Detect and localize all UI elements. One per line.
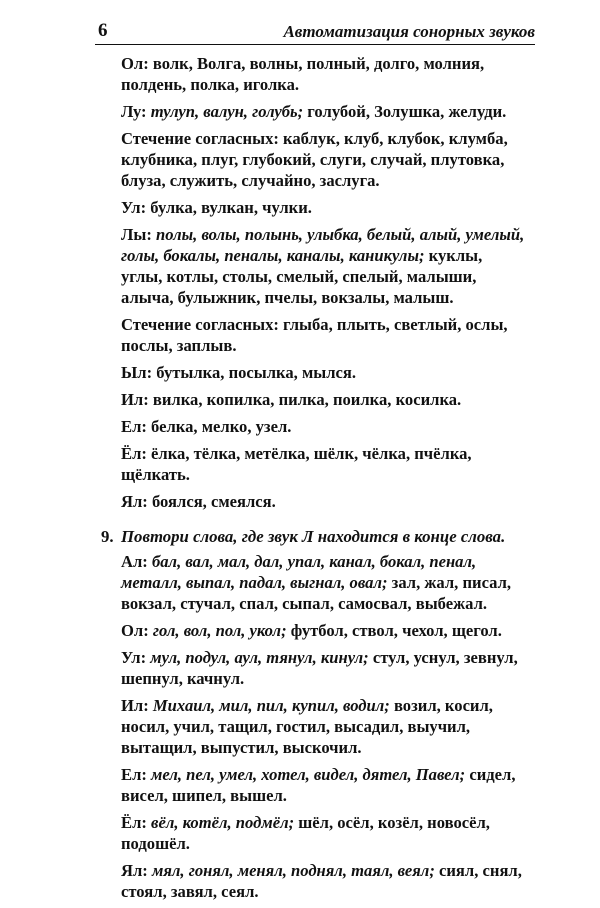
entry-words: вилка, копилка, пилка, поилка, косилка.	[148, 390, 462, 409]
entry-label: Стечение согласных:	[121, 315, 279, 334]
entry-label: Ёл:	[121, 444, 147, 463]
entry-label: Ел:	[121, 765, 147, 784]
word-entry	[121, 491, 527, 512]
page-content	[101, 53, 527, 908]
page-number: 6	[98, 20, 108, 41]
entry-words: белка, мелко, узел.	[146, 417, 292, 436]
exercise-number: 9.	[101, 527, 114, 546]
word-entry	[121, 53, 527, 95]
entry-words: боялся, смеялся.	[147, 492, 276, 511]
entry-italic-words: мял, гонял, менял, поднял, таял, веял;	[147, 861, 435, 880]
exercise-heading	[101, 526, 527, 547]
word-entry	[121, 551, 527, 614]
entry-label: Лы:	[121, 225, 152, 244]
entry-label: Ыл:	[121, 363, 153, 382]
entry-words: ёлка, тёлка, метёлка, шёлк, чёлка, пчёлка, щёлкать.	[121, 444, 472, 484]
entry-label: Ол:	[121, 54, 149, 73]
word-entry	[121, 695, 527, 758]
word-entry	[121, 128, 527, 191]
exercise-instruction: Повтори слова, где звук Л находится в конце слова.	[121, 527, 506, 546]
entry-label: Ал:	[121, 552, 148, 571]
word-entry	[121, 224, 527, 308]
entry-label: Ол:	[121, 621, 149, 640]
entry-words: сиял, снял, стоял, завял, сеял.	[121, 861, 522, 901]
entry-label: Ел:	[121, 417, 147, 436]
entry-words: шёл, осёл, козёл, новосёл, подошёл.	[121, 813, 490, 853]
entry-italic-words: гол, вол, пол, укол;	[148, 621, 287, 640]
exercise-word-list	[121, 551, 527, 902]
entry-words: бутылка, посылка, мылся.	[152, 363, 357, 382]
entry-italic-words: тулуп, валун, голубь;	[146, 102, 304, 121]
entry-label: Ул:	[121, 198, 147, 217]
entry-words: глыба, плыть, светлый, ослы, послы, заплыв.	[121, 315, 508, 355]
entry-label: Ул:	[121, 648, 147, 667]
entry-words: булка, вулкан, чулки.	[146, 198, 312, 217]
entry-label: Ял:	[121, 861, 148, 880]
entry-label: Ил:	[121, 390, 149, 409]
entry-italic-words: полы, волы, полынь, улыбка, белый, алый, умелый, голы, бокалы, пеналы, каналы, каникулы;	[121, 225, 525, 265]
entry-label: Ёл:	[121, 813, 147, 832]
word-entry	[121, 647, 527, 689]
entry-italic-words: Михаил, мил, пил, купил, водил;	[148, 696, 390, 715]
entry-words: футбол, ствол, чехол, щегол.	[286, 621, 502, 640]
word-list-section	[121, 53, 527, 512]
entry-label: Ял:	[121, 492, 148, 511]
word-entry	[121, 812, 527, 854]
word-entry	[121, 620, 527, 641]
entry-words: стул, уснул, зевнул, шепнул, качнул.	[121, 648, 518, 688]
word-entry	[121, 860, 527, 902]
entry-words: возил, косил, носил, учил, тащил, гостил, высадил, выучил, вытащил, выпустил, выскочил.	[121, 696, 493, 757]
word-entry	[121, 314, 527, 356]
entry-italic-words: мул, подул, аул, тянул, кинул;	[146, 648, 369, 667]
entry-words: сидел, висел, шипел, вышел.	[121, 765, 516, 805]
entry-label: Лу:	[121, 102, 147, 121]
running-title: Автоматизация сонорных звуков	[283, 22, 535, 41]
page-header	[95, 18, 535, 45]
entry-label: Стечение согласных:	[121, 129, 279, 148]
word-entry	[121, 362, 527, 383]
entry-words: волк, Волга, волны, полный, долго, молния, полдень, полка, иголка.	[121, 54, 485, 94]
entry-label: Ил:	[121, 696, 149, 715]
entry-italic-words: мел, пел, умел, хотел, видел, дятел, Павел;	[146, 765, 466, 784]
word-entry	[121, 416, 527, 437]
entry-words: каблук, клуб, клубок, клумба, клубника, плуг, глубокий, слуги, случай, плутовка, блуза, служить, случайно, заслуга.	[121, 129, 508, 190]
word-entry	[121, 443, 527, 485]
entry-words: куклы, углы, котлы, столы, смелый, спелый, малыши, алыча, булыжник, пчелы, вокзалы, малыш.	[121, 246, 483, 307]
entry-italic-words: бал, вал, мал, дал, упал, канал, бокал, пенал, металл, выпал, падал, выгнал, овал;	[121, 552, 477, 592]
word-entry	[121, 389, 527, 410]
word-entry	[121, 197, 527, 218]
entry-words: зал, жал, писал, вокзал, стучал, спал, сыпал, самосвал, выбежал.	[121, 573, 512, 613]
entry-words: голубой, Золушка, желуди.	[303, 102, 507, 121]
entry-italic-words: вёл, котёл, подмёл;	[146, 813, 295, 832]
word-entry	[121, 764, 527, 806]
word-entry	[121, 101, 527, 122]
